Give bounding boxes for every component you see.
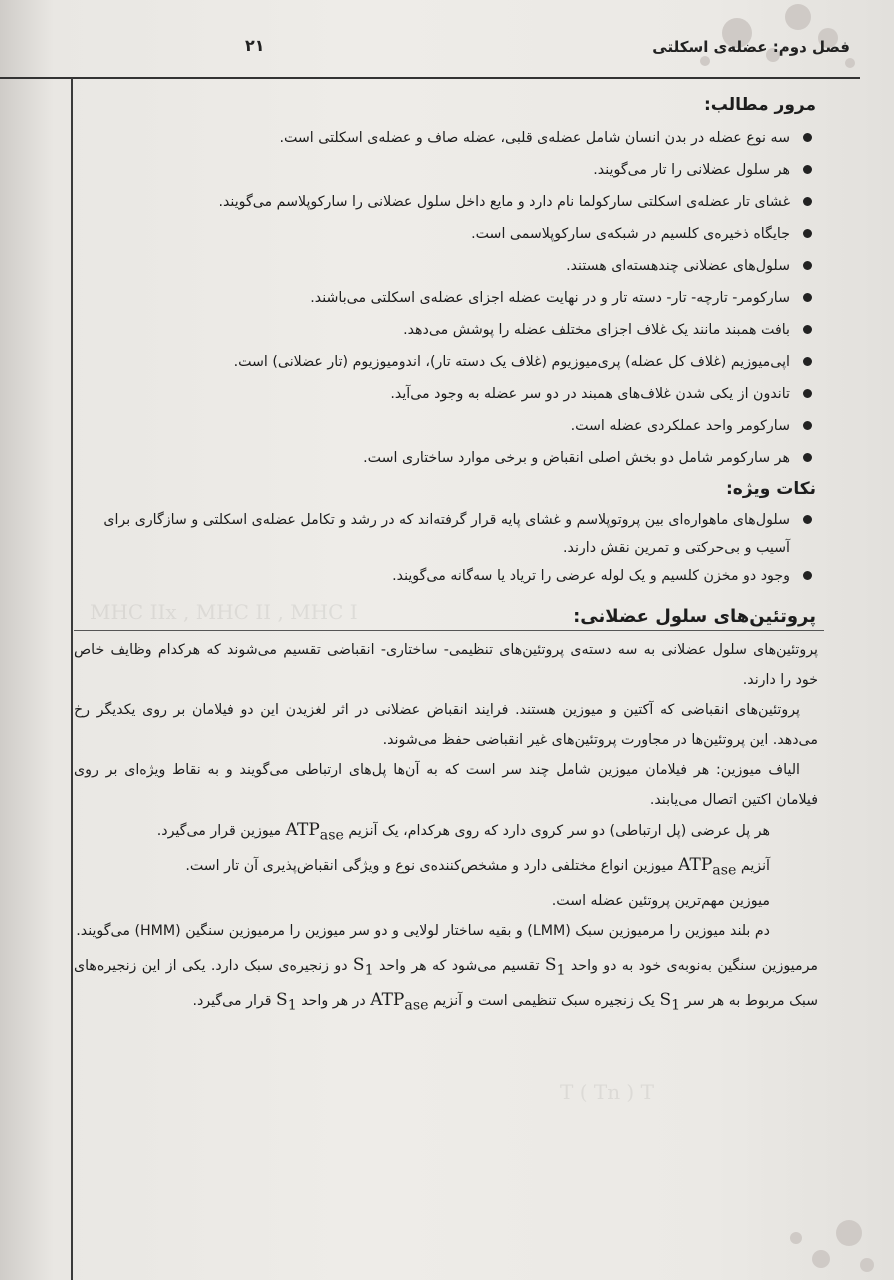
list-item: اپی‌میوزیم (غلاف کل عضله) پری‌میوزیوم (غلاف یک دسته تار)، اندومیوزیوم (تار عضلانی) است. [74,346,824,378]
list-item: تاندون از یکی شدن غلاف‌های همبند در دو سر عضله به وجود می‌آید. [74,378,824,410]
paragraph [74,815,824,850]
notes-heading: نکات ویژه: [725,479,816,499]
s1-term [276,990,297,1014]
list-item: جایگاه ذخیره‌ی کلسیم در شبکه‌ی سارکوپلاسمی است. [74,218,824,250]
review-heading: مرور مطالب: [703,95,816,115]
s-subscript: 1 [287,997,297,1014]
s-text: S [276,990,288,1011]
header-rule [0,77,860,79]
page-header [90,30,850,64]
list-item: وجود دو مخزن کلسیم و یک لوله عرضی را تریاد یا سه‌گانه می‌گویند. [74,562,824,590]
decorative-dot [785,4,811,30]
heading-underline [74,630,824,631]
paragraph [74,850,824,885]
atp-subscript: ase [712,862,737,879]
list-item: سارکومر واحد عملکردی عضله است. [74,410,824,442]
list-item: سه نوع عضله در بدن انسان شامل عضله‌ی قلبی، عضله صاف و عضله‌ی اسکلتی است. [74,122,824,154]
list-item: سارکومر- تارچه- تار- دسته تار و در نهایت عضله اجزای عضله‌ی اسکلتی می‌باشند. [74,282,824,314]
paragraph [74,950,824,1021]
s-text: S [352,954,365,975]
decorative-dot [836,1220,862,1246]
page-content [74,88,824,1021]
list-item: غشای تار عضله‌ی اسکلتی سارکولما نام دارد و مایع داخل سلول عضلانی را سارکوپلاسم می‌گویند. [74,186,824,218]
paragraph: پروتئین‌های انقباضی که آکتین و میوزین هستند. فرایند انقباض عضلانی در اثر لغزیدن این دو فیلامان بر روی یکدیگر رخ می‌دهد. این پروتئین‌ها در مجاورت پروتئین‌های غیر انقباضی حفظ می‌شوند. [74,702,818,748]
s1-term [544,954,566,979]
atpase-term [678,855,737,879]
page-number: ۲۱ [245,36,265,55]
review-list [74,122,824,474]
bleed-through-shadow: T ( Tn ) T [560,1080,654,1104]
decorative-dot [812,1250,830,1268]
text-run: آنزیم [740,858,770,875]
margin-rule [71,78,73,1280]
s-text: S [544,954,557,975]
text-run: مرمیوزین سنگین به‌نوبه‌ی خود به دو واحد [570,957,818,974]
list-item: هر سارکومر شامل دو بخش اصلی انقباض و برخی موارد ساختاری است. [74,442,824,474]
text-run: هر پل عرضی (پل ارتباطی) دو سر کروی دارد که روی هرکدام، یک آنزیم [348,823,770,839]
text-run: میوزین قرار می‌گیرد. [156,823,282,839]
text-run: تقسیم می‌شود که هر واحد [378,957,540,974]
s-subscript: 1 [556,962,566,979]
paragraph: الیاف میوزین: هر فیلامان میوزین شامل چند سر است که به آن‌ها پل‌های ارتباطی می‌گویند و به نقاط ویژه‌ای بر روی فیلامان اکتین اتصال می‌یابند. [74,762,818,808]
atpase-term [370,990,429,1014]
atp-subscript: ase [319,827,344,844]
s1-term [659,990,681,1014]
text-run: در هر واحد [301,993,366,1010]
paragraph: دم بلند میوزین را مرمیوزین سبک (LMM) و بقیه ساختار لولایی و دو سر میوزین را مرمیوزین سنگین (HMM) می‌گویند. [76,922,770,939]
atp-text: ATP [285,820,320,840]
atp-text: ATP [370,990,405,1011]
atpase-term [285,820,344,844]
bleed-through-shadow: MHC IIx , MHC II , MHC I [90,600,358,624]
list-item: سلول‌های ماهواره‌ای بین پروتوپلاسم و غشای پایه قرار گرفته‌اند که در رشد و تکامل عضله‌ی اسکلتی و سازگاری برای آسیب و بی‌حرکتی و تمرین نقش دارند. [74,506,824,562]
atp-subscript: ase [404,997,429,1014]
paragraph: میوزین مهم‌ترین پروتئین عضله است. [551,892,770,909]
list-item: هر سلول عضلانی را تار می‌گویند. [74,154,824,186]
proteins-heading: پروتئین‌های سلول عضلانی: [573,606,816,627]
s1-term [352,954,374,979]
list-item: بافت همبند مانند یک غلاف اجزای مختلف عضله را پوشش می‌دهد. [74,314,824,346]
text-run: دو زنجیره‌ی سبک دارد. یکی از این زنجیره‌های سبک مربوط به هر سر [74,957,818,1010]
s-subscript: 1 [671,997,681,1014]
s-text: S [659,990,672,1011]
atp-text: ATP [678,855,713,876]
text-run: یک زنجیره سبک تنظیمی است و آنزیم [432,993,655,1010]
text-run: میوزین انواع مختلفی دارد و مشخص‌کننده‌ی نوع و ویژگی انقباض‌پذیری آن تار است. [185,858,674,875]
chapter-title: فصل دوم: عضله‌ی اسکلتی [652,38,850,56]
paragraph: پروتئین‌های سلول عضلانی به سه دسته‌ی پروتئین‌های تنظیمی- ساختاری- انقباضی تقسیم می‌شوند که هرکدام وظایف خاص خود را دارند. [74,642,818,688]
text-run: قرار می‌گیرد. [192,993,272,1010]
decorative-dot [790,1232,802,1244]
s-subscript: 1 [364,962,374,979]
list-item: سلول‌های عضلانی چندهسته‌ای هستند. [74,250,824,282]
decorative-dot [860,1258,874,1272]
notes-list [74,506,824,590]
